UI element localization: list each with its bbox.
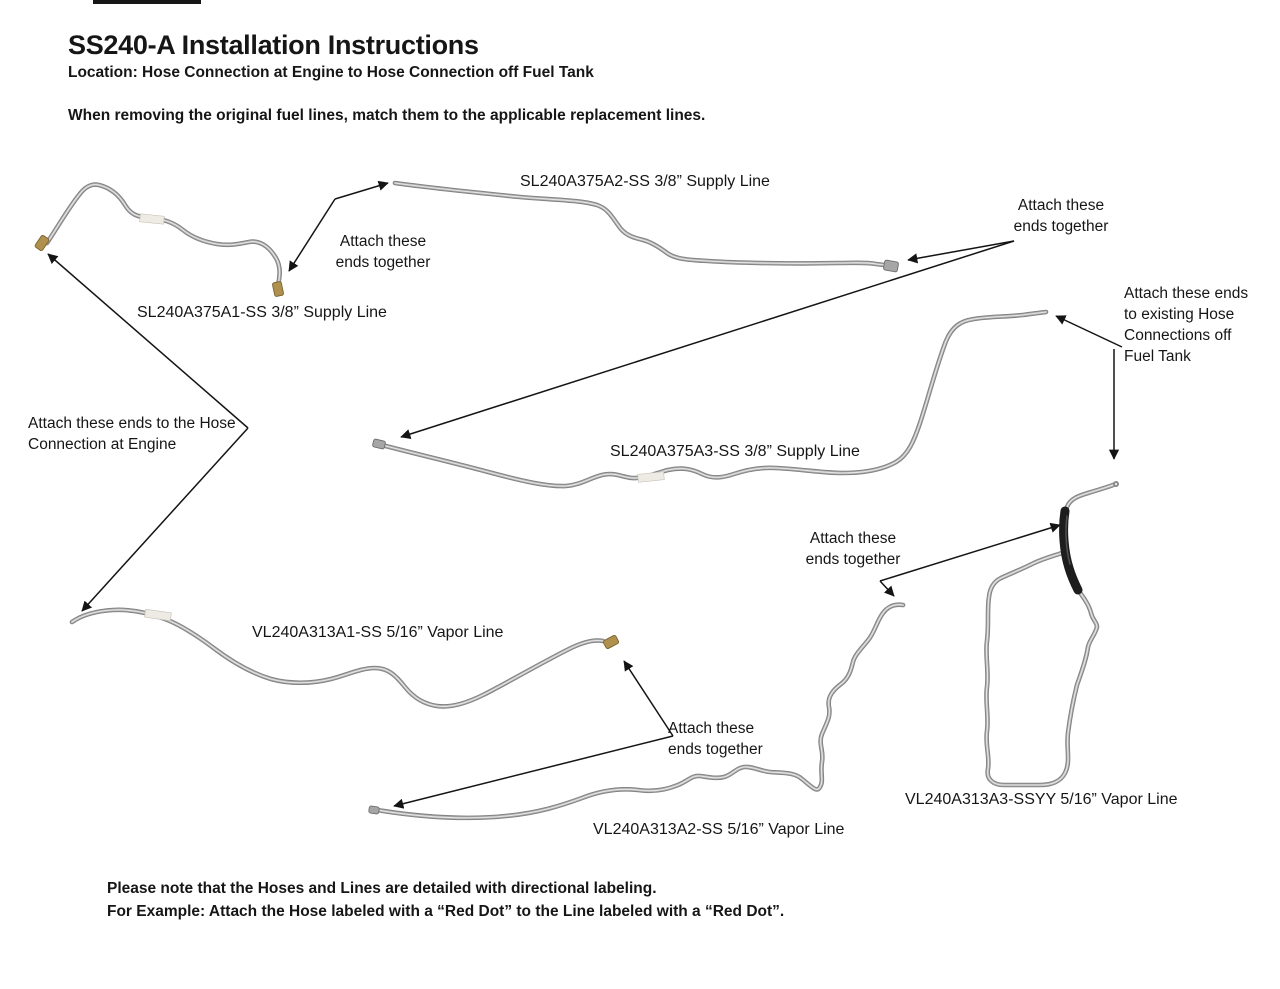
tube-stroke (395, 183, 884, 265)
direction-label-band (145, 609, 172, 621)
supply-line-a2-tube (395, 183, 899, 272)
arrow-engine-to-a1 (48, 254, 248, 428)
tube-stroke (47, 185, 280, 285)
label-vapor-a3: VL240A313A3-SSYY 5/16” Vapor Line (905, 791, 1178, 808)
location-line: Location: Hose Connection at Engine to Hose Connection off Fuel Tank (68, 64, 594, 81)
footer-note (107, 878, 784, 923)
note-attach-engine: Attach these ends to the Hose Connection at Engine (28, 415, 236, 453)
note-attach-together-2: Attach these ends together (1013, 197, 1109, 235)
brass-fitting (272, 281, 284, 297)
note-attach-together-4: Attach these ends together (668, 720, 763, 758)
brass-fitting (34, 235, 49, 252)
open-tube-end-hole (1115, 483, 1117, 485)
tube-stroke (395, 183, 884, 265)
label-supply-a3: SL240A375A3-SS 3/8” Supply Line (610, 443, 860, 460)
steel-fitting (883, 260, 899, 272)
tube-stroke (47, 185, 280, 285)
annotation-arrows (48, 183, 1122, 806)
arrow-a1-to-a2-upper (335, 183, 388, 199)
footer-note-line1: Please note that the Hoses and Lines are detailed with directional labeling. (107, 880, 657, 897)
note-attach-together-3: Attach these ends together (805, 530, 901, 568)
label-vapor-a1: VL240A313A1-SS 5/16” Vapor Line (252, 624, 504, 641)
arrow-to-vapor-a1-fitting (624, 661, 673, 736)
note-attach-together-1: Attach these ends together (335, 233, 431, 271)
arrow-to-vapor-a2-fitting (394, 736, 673, 806)
label-supply-a2: SL240A375A2-SS 3/8” Supply Line (520, 173, 770, 190)
page-title: SS240-A Installation Instructions (68, 30, 479, 61)
arrow-to-vapor-a2-top (880, 581, 894, 596)
label-vapor-a2: VL240A313A2-SS 5/16” Vapor Line (593, 821, 845, 838)
intro-line: When removing the original fuel lines, match them to the applicable replacement lines. (68, 107, 706, 124)
tube-stroke (395, 183, 884, 265)
footer-note-line2: For Example: Attach the Hose labeled with a “Red Dot” to the Line labeled with a “Red Dot”. (107, 902, 785, 920)
arrow-a2-right-end (908, 241, 1014, 260)
supply-line-a1-tube (34, 185, 284, 297)
label-supply-a1: SL240A375A1-SS 3/8” Supply Line (137, 304, 387, 321)
arrow-engine-to-vapor-a1 (82, 428, 248, 611)
brass-fitting (603, 635, 620, 650)
note-attach-fuel-tank: Attach these ends to existing Hose Connections off Fuel Tank (1124, 285, 1249, 365)
arrow-fueltank-to-a3-top (1056, 316, 1122, 347)
direction-label-band (638, 472, 665, 483)
arrow-a3-left-end (401, 241, 1014, 437)
steel-fitting (372, 439, 386, 450)
direction-label-band (140, 214, 165, 224)
steel-fitting (369, 806, 380, 814)
tube-stroke (47, 185, 280, 285)
